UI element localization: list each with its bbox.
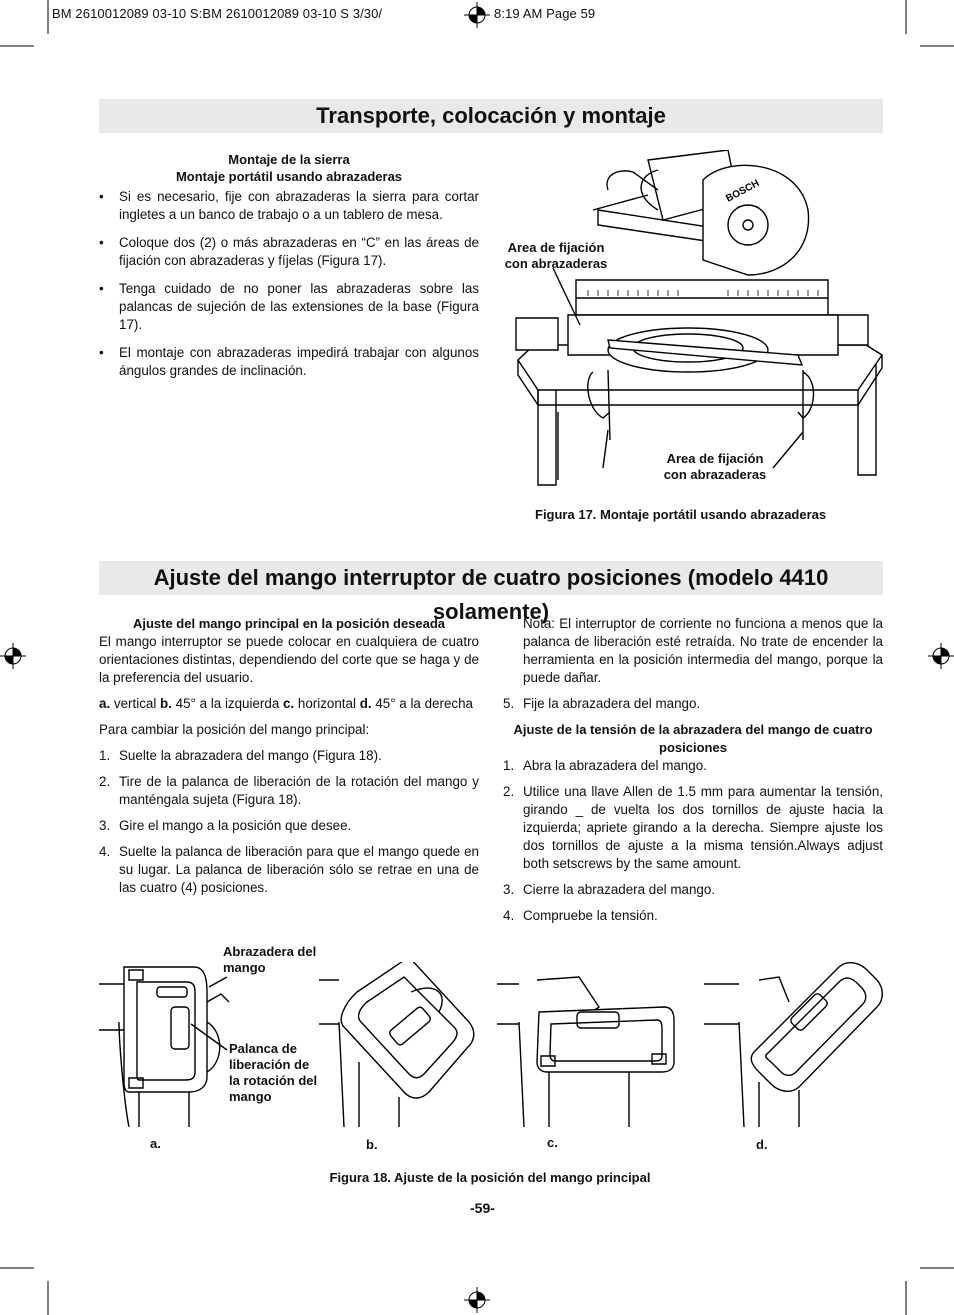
list-item: 3. Cierre la abrazadera del mango. xyxy=(503,882,716,897)
section1-title: Transporte, colocación y montaje xyxy=(316,103,666,128)
section1-subheading-1: Montaje de la sierra xyxy=(228,152,350,167)
list-item: 1. Abra la abrazadera del mango. xyxy=(503,758,707,773)
figure-17-label-top: Area de fijación con abrazaderas xyxy=(504,240,608,271)
page-number: -59- xyxy=(470,1200,495,1216)
handle-position-d xyxy=(704,963,882,1127)
figure-18-label-clamp: Abrazadera del mango xyxy=(223,944,317,975)
list-item: 4. Compruebe la tensión. xyxy=(503,908,658,923)
list-item: 2. Tire de la palanca de liberación de la rotación del mango y manténgala sujeta (Figura 18). xyxy=(99,774,479,807)
list-item: 4. Suelte la palanca de liberación para que el mango quede en su lugar. La palanca de liberación sólo se retrae en una de las cuatro (4) posiciones. xyxy=(99,844,479,895)
bullet-item: • Si es necesario, fije con abrazaderas la sierra para cortar ingletes a un banco de trabajo o a un tablero de mesa. xyxy=(99,189,479,222)
registration-mark-top xyxy=(464,2,490,28)
registration-mark-right xyxy=(928,643,954,669)
handle-position-c xyxy=(497,977,674,1127)
print-slug-tail: 8:19 AM Page 59 xyxy=(494,6,596,21)
figure-18-label-b: b. xyxy=(366,1137,378,1152)
steps-lead: Para cambiar la posición del mango principal: xyxy=(99,722,370,737)
figure-18-label-a: a. xyxy=(150,1136,161,1151)
section2-right-subheading: Ajuste de la tensión de la abrazadera del mango de cuatro posiciones xyxy=(513,722,873,755)
section2-title: Ajuste del mango interruptor de cuatro posiciones (modelo 4410 solamente) xyxy=(153,565,829,624)
list-item: 5. Fije la abrazadera del mango. xyxy=(503,696,701,711)
list-item: 1. Suelte la abrazadera del mango (Figura 18). xyxy=(99,748,382,763)
section1-subheading-2: Montaje portátil usando abrazaderas xyxy=(175,169,403,184)
section1-text xyxy=(99,151,479,388)
figure-17-miter-saw-illustration xyxy=(498,150,884,492)
list-item: 3. Gire el mango a la posición que desee. xyxy=(99,818,352,833)
bullet-item: • El montaje con abrazaderas impedirá trabajar con algunos ángulos grandes de inclinación. xyxy=(99,345,479,378)
figure-18-label-lever: Palanca de liberación de la rotación del mango xyxy=(229,1041,318,1104)
section1-title-band xyxy=(99,99,883,133)
figure-18-label-d: d. xyxy=(756,1137,768,1152)
handle-position-b xyxy=(319,962,474,1127)
figure-18-label-c: c. xyxy=(547,1135,558,1150)
bullet-item: • Tenga cuidado de no poner las abrazaderas sobre las palancas de sujeción de las extensiones de la base (Figura 17). xyxy=(99,281,479,332)
bullet-item: • Coloque dos (2) o más abrazaderas en “C” en las áreas de fijación con abrazaderas y fíjelas (Figura 17). xyxy=(99,235,479,268)
section2-right-column xyxy=(503,615,883,933)
note-text: Nota: El interruptor de corriente no funciona a menos que la palanca de liberación esté retraída. No trate de encender la herramienta en la posición intermedia del mango, porque la puede dañar. xyxy=(523,616,883,685)
figure-17-label-bottom: Area de fijación con abrazaderas xyxy=(663,451,767,482)
section2-left-subheading: Ajuste del mango principal en la posición deseada xyxy=(132,616,446,631)
registration-mark-bottom xyxy=(464,1287,490,1313)
section2-intro: El mango interruptor se puede colocar en cualquiera de cuatro orientaciones distintas, dependiendo del corte que se haga y de la preferencia del usuario. xyxy=(99,634,479,685)
print-slug-text: BM 2610012089 03-10 S:BM 2610012089 03-10 S 3/30/ xyxy=(52,6,383,21)
handle-positions-line: a. vertical b. 45° a la izquierda c. horizontal d. 45° a la derecha xyxy=(99,696,473,711)
bosch-brand-label: BOSCH xyxy=(724,177,762,205)
list-item: 2. Utilice una llave Allen de 1.5 mm para aumentar la tensión, girando _ de vuelta los dos tornillos de ajuste hacia la izquierda; apriete girando a la derecha. Siempre ajuste los dos tornillos de ajuste a la misma tensión.Always adjust both setscrews by the same amount. xyxy=(503,784,883,871)
figure-17-caption: Figura 17. Montaje portátil usando abrazaderas xyxy=(535,507,827,522)
handle-position-a xyxy=(99,967,229,1127)
print-slug xyxy=(52,6,382,21)
figure-18-caption: Figura 18. Ajuste de la posición del mango principal xyxy=(329,1170,651,1185)
registration-mark-left xyxy=(0,643,26,669)
section2-left-column xyxy=(99,615,479,905)
figure-18-handle-positions-illustration xyxy=(99,962,884,1130)
